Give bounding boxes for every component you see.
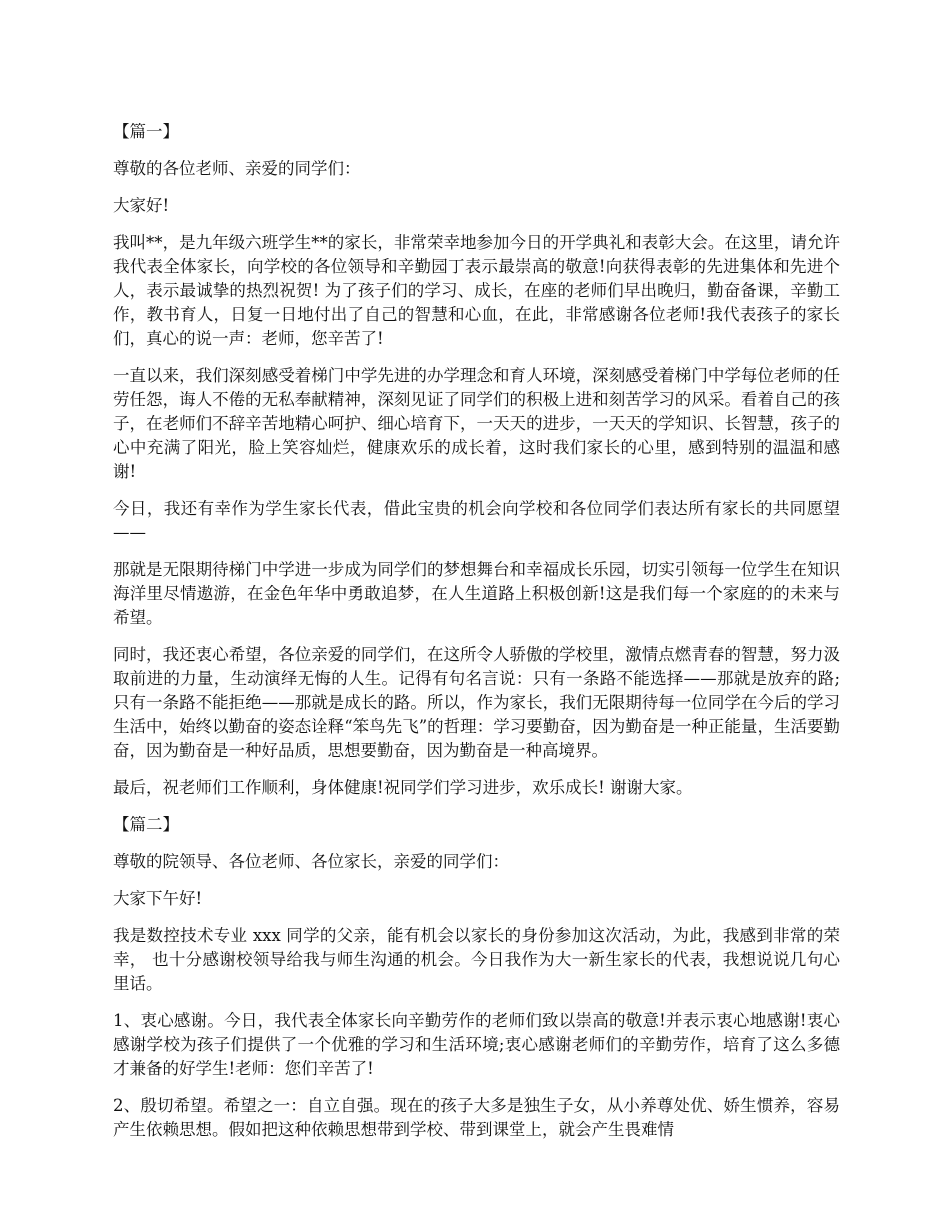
body-paragraph: 我叫**，是九年级六班学生**的家长，非常荣幸地参加今日的开学典礼和表彰大会。在这里，请允许我代表全体家长，向学校的各位领导和辛勤园丁表示最崇高的敬意!向获得表彰的先进集体和先进个人，表示最诚挚的热烈祝贺! 为了孩子们的学习、成长，在座的老师们早出晚归，勤奋备课，辛勤工作，教书育人，日复一日地付出了自己的智慧和心血，在此，非常感谢各位老师!我代表孩子的家长们，真心的说一声：老师，您辛苦了! <box>113 233 840 348</box>
body-paragraph: 同时，我还衷心希望，各位亲爱的同学们，在这所令人骄傲的学校里，激情点燃青春的智慧，努力汲取前进的力量，生动演绎无悔的人生。记得有句名言说：只有一条路不能选择——那就是放弃的路;只有一条路不能拒绝——那就是成长的路。所以，作为家长，我们无限期待每一位同学在今后的学习生活中，始终以勤奋的姿态诠释“笨鸟先飞”的哲理：学习要勤奋，因为勤奋是一种正能量，生活要勤奋，因为勤奋是一种好品质，思想要勤奋，因为勤奋是一种高境界。 <box>113 645 840 760</box>
document-page <box>113 120 840 1155</box>
body-paragraph: 那就是无限期待梯门中学进一步成为同学们的梦想舞台和幸福成长乐园，切实引领每一位学生在知识海洋里尽情遨游，在金色年华中勇敢追梦，在人生道路上积极创新!这是我们每一个家庭的的未来与希望。 <box>113 560 840 627</box>
section-heading: 【篇二】 <box>113 815 179 834</box>
greeting: 大家下午好! <box>113 889 203 908</box>
section-two <box>113 813 840 1142</box>
body-paragraph: 2、殷切希望。希望之一：自立自强。现在的孩子大多是独生子女，从小养尊处优、娇生惯养，容易产生依赖思想。假如把这种依赖思想带到学校、带到课堂上，就会产生畏难情 <box>113 1096 840 1139</box>
body-paragraph: 一直以来，我们深刻感受着梯门中学先进的办学理念和育人环境，深刻感受着梯门中学每位老师的任劳任怨，诲人不倦的无私奉献精神，深刻见证了同学们的积极上进和刻苦学习的风采。看着自己的孩子，在老师们不辞辛苦地精心呵护、细心培育下，一天天的进步，一天天的学知识、长智慧，孩子的心中充满了阳光，脸上笑容灿烂，健康欢乐的成长着，这时我们家长的心里，感到特别的温温和感谢! <box>113 366 840 481</box>
closing-paragraph: 最后，祝老师们工作顺利，身体健康!祝同学们学习进步，欢乐成长! 谢谢大家。 <box>113 778 693 797</box>
body-paragraph: 我是数控技术专业 xxx 同学的父亲，能有机会以家长的身份参加这次活动，为此，我感到非常的荣幸， 也十分感谢校领导给我与师生沟通的机会。今日我作为大一新生家长的代表，我想说说几句心里话。 <box>113 926 840 993</box>
greeting: 大家好! <box>113 196 170 215</box>
section-heading: 【篇一】 <box>113 122 179 141</box>
section-one <box>113 120 840 800</box>
body-paragraph: 1、衷心感谢。今日，我代表全体家长向辛勤劳作的老师们致以崇高的敬意!并表示衷心地感谢!衷心感谢学校为孩子们提供了一个优雅的学习和生活环境;衷心感谢老师们的辛勤劳作，培育了这么多德才兼备的好学生!老师：您们辛苦了! <box>113 1011 840 1078</box>
salutation: 尊敬的各位老师、亲爱的同学们： <box>113 159 361 178</box>
salutation: 尊敬的院领导、各位老师、各位家长，亲爱的同学们： <box>113 852 509 871</box>
body-paragraph: 今日，我还有幸作为学生家长代表，借此宝贵的机会向学校和各位同学们表达所有家长的共同愿望—— <box>113 499 840 542</box>
